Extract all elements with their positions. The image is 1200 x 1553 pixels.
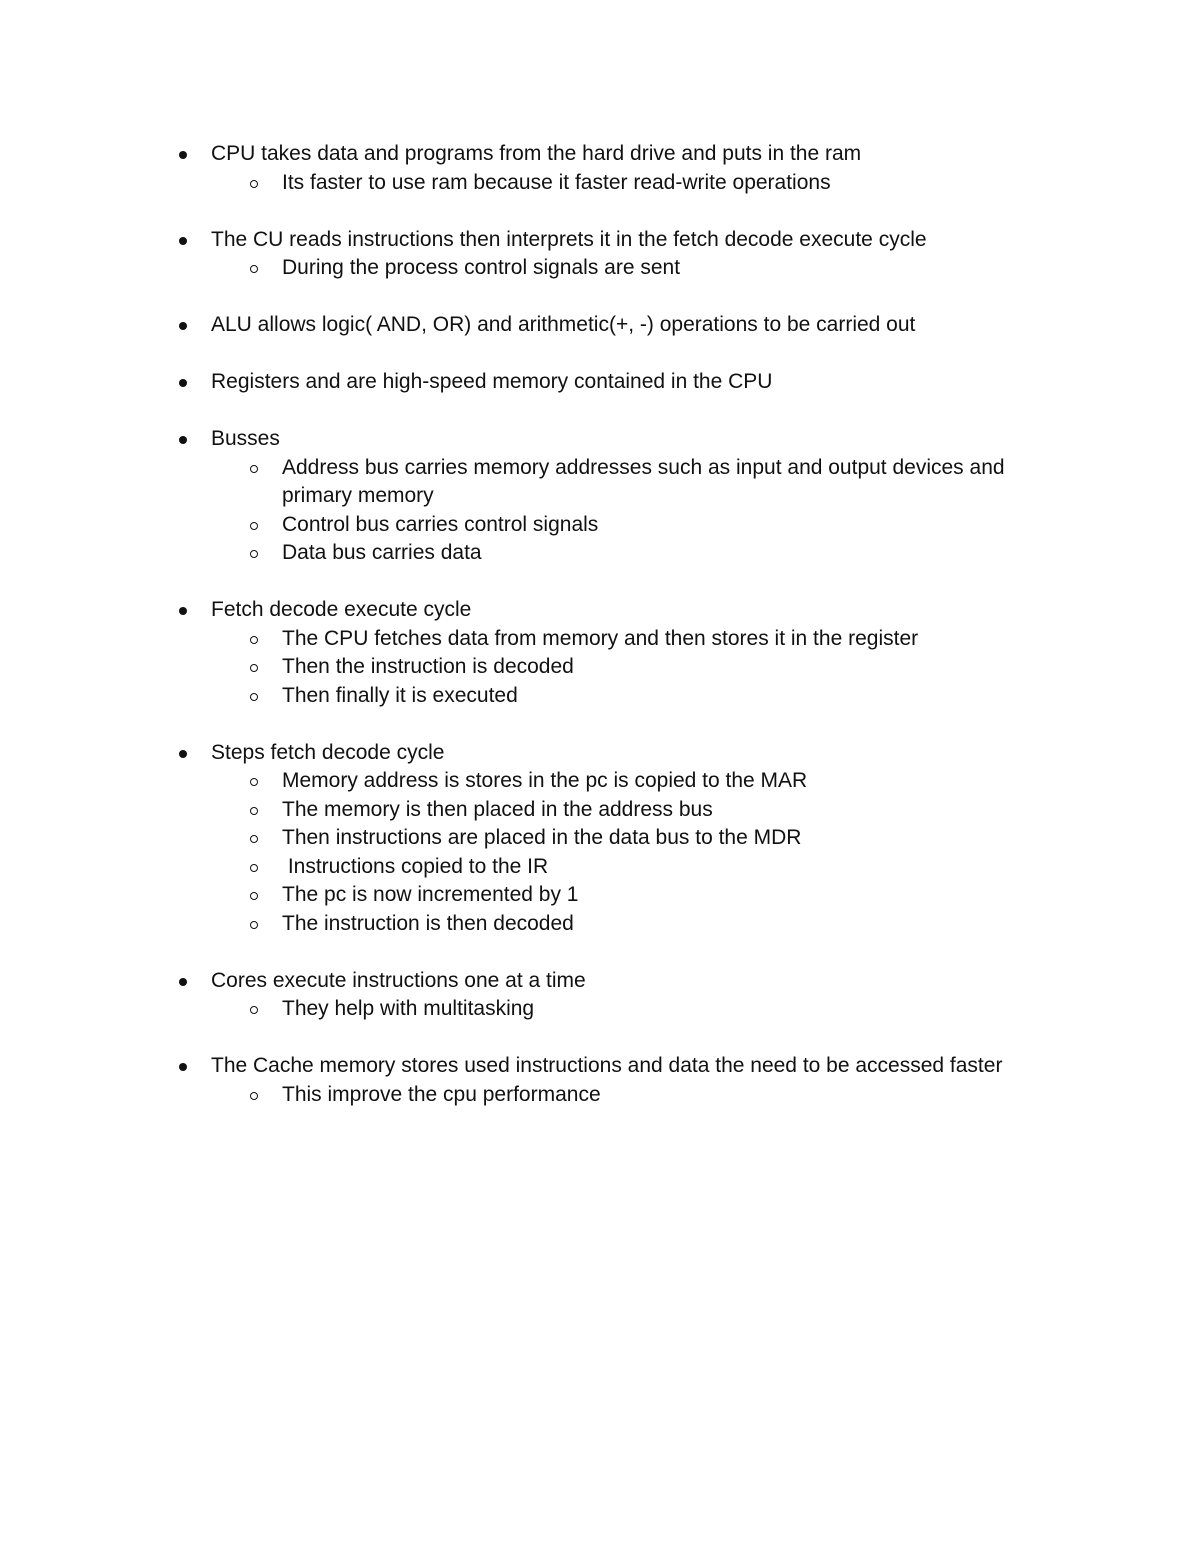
bullet-circle-icon bbox=[250, 180, 258, 188]
sub-item-text: The pc is now incremented by 1 bbox=[282, 883, 579, 906]
sub-item-text: Instructions copied to the IR bbox=[282, 854, 549, 878]
list-item-text: Fetch decode execute cycle bbox=[211, 598, 472, 621]
sub-item-text: Then finally it is executed bbox=[282, 683, 518, 707]
sub-item-text: Memory address is stores in the pc is copied to the MAR bbox=[282, 769, 808, 792]
bullet-disc-icon bbox=[179, 379, 187, 387]
bullet-disc-icon bbox=[179, 436, 187, 444]
bullet-circle-icon bbox=[250, 921, 258, 929]
list-item bbox=[0, 596, 1200, 710]
list-item-text: Steps fetch decode cycle bbox=[211, 740, 445, 764]
bullet-circle-icon bbox=[250, 864, 258, 872]
list-item-text: ALU allows logic( AND, OR) and arithmetic(+, -) operations to be carried out bbox=[211, 313, 916, 336]
sub-item-text: Then instructions are placed in the data bus to the MDR bbox=[282, 826, 802, 849]
bullet-disc-icon bbox=[179, 1063, 187, 1071]
bullet-disc-icon bbox=[179, 607, 187, 615]
sub-item-text: Its faster to use ram because it faster read-write operations bbox=[282, 170, 831, 194]
bullet-disc-icon bbox=[179, 151, 187, 159]
bullet-circle-icon bbox=[250, 778, 258, 786]
bullet-circle-icon bbox=[250, 664, 258, 672]
sub-item-text: Data bus carries data bbox=[282, 541, 482, 564]
bullet-disc-icon bbox=[179, 322, 187, 330]
list-item bbox=[0, 140, 1200, 197]
bullet-disc-icon bbox=[179, 750, 187, 758]
bullet-circle-icon bbox=[250, 550, 258, 558]
list-item bbox=[0, 739, 1200, 939]
list-item-text: CPU takes data and programs from the hard drive and puts in the ram bbox=[211, 142, 862, 165]
bullet-circle-icon bbox=[250, 465, 258, 473]
sub-item-text: Then the instruction is decoded bbox=[282, 655, 574, 678]
bullet-circle-icon bbox=[250, 636, 258, 644]
sub-item-text: Control bus carries control signals bbox=[282, 512, 599, 536]
sub-item-text: During the process control signals are sent bbox=[282, 256, 681, 279]
sub-item-text: The CPU fetches data from memory and then stores it in the register bbox=[282, 626, 919, 650]
sub-item-text: They help with multitasking bbox=[282, 997, 535, 1020]
list-item bbox=[0, 425, 1200, 568]
bullet-circle-icon bbox=[250, 1092, 258, 1100]
bullet-circle-icon bbox=[250, 1006, 258, 1014]
list-item-text: Cores execute instructions one at a time bbox=[211, 968, 586, 992]
list-item bbox=[0, 311, 1200, 340]
bullet-circle-icon bbox=[250, 265, 258, 273]
list-item bbox=[0, 368, 1200, 397]
bullet-list bbox=[0, 140, 1200, 1138]
bullet-disc-icon bbox=[179, 237, 187, 245]
sub-item-text: The instruction is then decoded bbox=[282, 911, 574, 935]
bullet-circle-icon bbox=[250, 835, 258, 843]
list-item-text: Registers and are high-speed memory contained in the CPU bbox=[211, 370, 773, 393]
bullet-circle-icon bbox=[250, 807, 258, 815]
sub-item-text: Address bus carries memory addresses such as input and output devices and primary memory bbox=[282, 455, 1005, 507]
bullet-disc-icon bbox=[179, 978, 187, 986]
sub-item-text: The memory is then placed in the address bus bbox=[282, 797, 713, 821]
list-item-text: The CU reads instructions then interprets it in the fetch decode execute cycle bbox=[211, 227, 927, 251]
list-item bbox=[0, 967, 1200, 1024]
bullet-circle-icon bbox=[250, 892, 258, 900]
sub-item-text: This improve the cpu performance bbox=[282, 1082, 601, 1106]
bullet-circle-icon bbox=[250, 693, 258, 701]
list-item-text: The Cache memory stores used instructions and data the need to be accessed faster bbox=[211, 1054, 1003, 1077]
list-item bbox=[0, 226, 1200, 283]
list-item bbox=[0, 1052, 1200, 1109]
list-item-text: Busses bbox=[211, 427, 280, 450]
bullet-circle-icon bbox=[250, 522, 258, 530]
